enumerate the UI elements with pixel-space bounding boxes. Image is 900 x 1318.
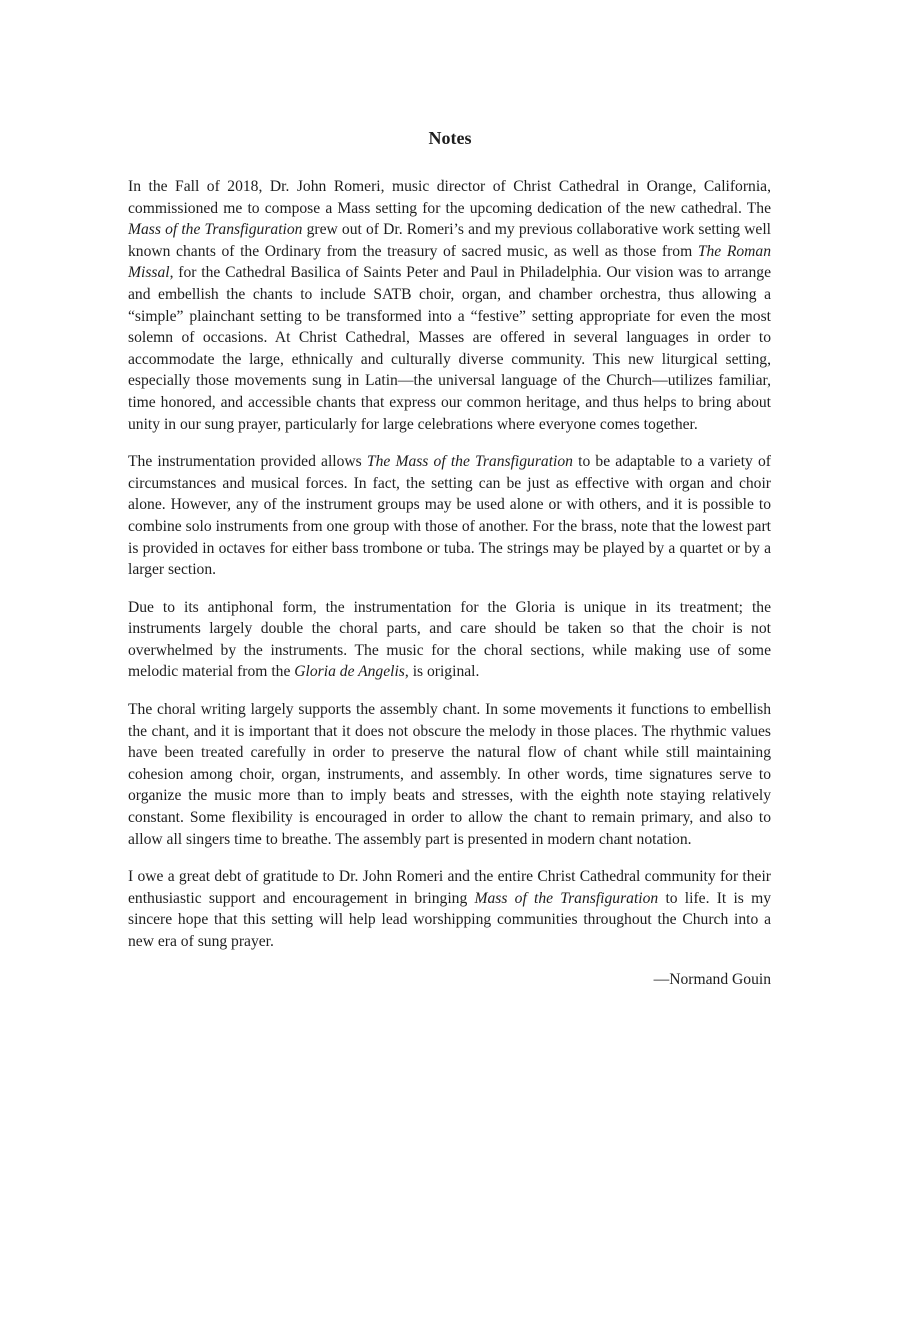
- italic-title: The Mass of the Transfiguration: [366, 453, 573, 471]
- text-segment: to be adaptable to a variety of circumstances and musical forces. In fact, the setting can be just as effective with organ and choir alone. However, any of the instrument groups may be used alone or with others, and it is possible to combine solo instruments from one group with those of another. For the brass, note that the lowest part is provided in octaves for either bass trombone or tuba. The strings may be played by a quartet or by a larger section.: [128, 453, 771, 579]
- text-segment: to life. It is my sincere hope that this setting will help lead worshipping communities throughout the Church into a new era of sung prayer.: [128, 889, 772, 950]
- italic-title: Mass of the Transfiguration: [474, 889, 659, 907]
- paragraph-instrumentation: [128, 451, 771, 581]
- italic-title: Mass of the Transfiguration: [128, 221, 303, 239]
- paragraph-commission-background: [128, 176, 771, 435]
- paragraph-choral-writing: [128, 699, 771, 850]
- notes-body: [128, 176, 771, 990]
- text-segment: I owe a great debt of gratitude to Dr. John Romeri and the entire Christ Cathedral community for their enthusiastic support and encouragement in bringing: [128, 868, 771, 907]
- text-segment: The choral writing largely supports the assembly chant. In some movements it functions to embellish the chant, and it is important that it does not obscure the melody in those places. The rhythmic values have been treated carefully in order to preserve the natural flow of chant while still maintaining cohesion among choir, organ, instruments, and assembly. In other words, time signatures serve to organize the music more than to imply beats and stresses, with the eighth note staying relatively constant. Some flexibility is encouraged in order to allow the chant to remain primary, and also to allow all singers time to breathe. The assembly part is presented in modern chant notation.: [128, 701, 771, 848]
- text-segment: , for the Cathedral Basilica of Saints Peter and Paul in Philadelphia. Our vision was to arrange and embellish the chants to include SATB choir, organ, and chamber orchestra, thus allowing a “simple” plainchant setting to be transformed into a “festive” setting appropriate for even the most solemn of occasions. At Christ Cathedral, Masses are offered in several languages in order to accommodate the large, ethnically and culturally diverse community. This new liturgical setting, especially those movements sung in Latin—the universal language of the Church—utilizes familiar, time honored, and accessible chants that express our common heritage, and thus helps to bring about unity in our sung prayer, particularly for large celebrations where everyone comes together.: [128, 264, 771, 433]
- text-segment: , is original.: [404, 663, 480, 681]
- italic-title: The Roman Missal: [128, 242, 771, 282]
- text-segment: The instrumentation provided allows: [128, 453, 367, 471]
- paragraph-gratitude: [128, 866, 771, 952]
- page-title: Notes: [428, 128, 472, 148]
- text-segment: grew out of Dr. Romeri’s and my previous collaborative work setting well known chants of the Ordinary from the treasury of sacred music, as well as those from: [128, 221, 771, 260]
- paragraph-gloria: [128, 597, 771, 683]
- italic-title: Gloria de Angelis: [294, 663, 405, 681]
- author-signature: —Normand Gouin: [653, 970, 771, 988]
- text-segment: In the Fall of 2018, Dr. John Romeri, music director of Christ Cathedral in Orange, California, commissioned me to compose a Mass setting for the upcoming dedication of the new cathedral. The: [128, 178, 771, 217]
- text-segment: Due to its antiphonal form, the instrumentation for the Gloria is unique in its treatment; the instruments largely double the choral parts, and care should be taken so that the choir is not overwhelmed by the instruments. The music for the choral sections, while making use of some melodic material from the: [128, 598, 771, 681]
